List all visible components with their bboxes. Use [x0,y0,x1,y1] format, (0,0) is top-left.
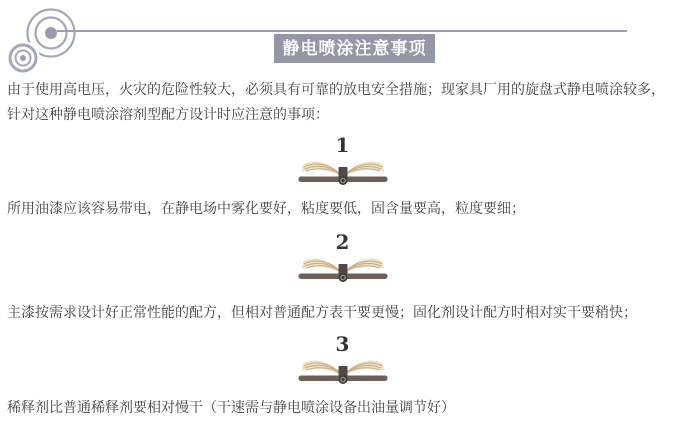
step-1-marker [0,134,685,188]
step-2-paragraph: 主漆按需求设计好正常性能的配方，但相对普通配方表干要更慢；固化剂设计配方时相对实干要稍快； [7,304,637,320]
step-3-marker [0,333,685,387]
concentric-circles-logo-icon [0,2,110,82]
step-number: 3 [335,332,350,356]
step-1-paragraph: 所用油漆应该容易带电，在静电场中雾化要好，粘度要低，固含量要高，粒度要细； [7,200,525,216]
open-book-icon [298,253,388,285]
page-title-banner [274,34,435,63]
open-book-icon [298,156,388,188]
page-title: 静电喷涂注意事项 [282,39,427,58]
open-book-icon [298,355,388,387]
intro-paragraph: 由于使用高电压，火灾的危险性较大，必须具有可靠的放电安全措施；现家具厂用的旋盘式静电喷涂较多，针对这种静电喷涂溶剂型配方设计时应注意的事项： [7,81,665,122]
step-number: 1 [335,133,350,157]
step-number: 2 [335,230,350,254]
step-2-marker [0,231,685,285]
divider-line [57,30,627,32]
step-3-paragraph: 稀释剂比普通稀释剂要相对慢干（干速需与静电喷涂设备出油量调节好） [7,399,455,415]
